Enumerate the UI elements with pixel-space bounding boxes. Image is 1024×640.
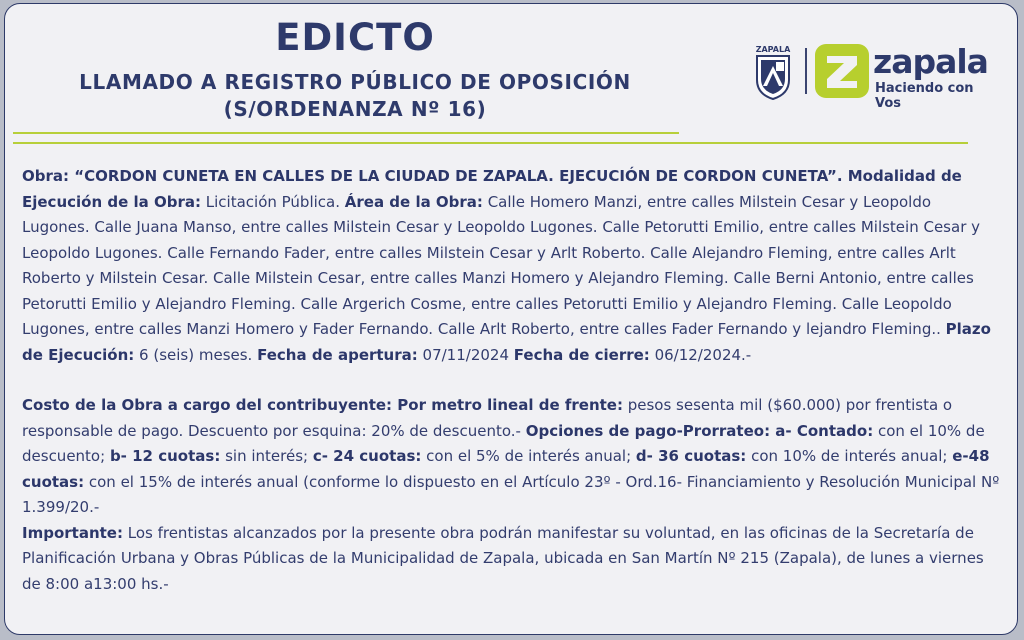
shield-text: ZAPALA — [755, 45, 791, 54]
cuotas-24-value: con el 5% de interés anual; — [421, 447, 636, 465]
costo-value: pesos sesenta mil ($60.000) por frentista o responsable de pago. Descuento por esquina: 20% de descuento.- — [22, 396, 953, 440]
page-subtitle-line1: LLAMADO A REGISTRO PÚBLICO DE OPOSICIÓN — [79, 70, 631, 94]
cuotas-12-value: sin interés; — [220, 447, 313, 465]
cierre-label: Fecha de cierre: — [513, 345, 650, 364]
importante-label: Importante: — [22, 523, 123, 542]
importante-value: Los frentistas alcanzados por la presente obra podrán manifestar su voluntad, en las oficinas de la Secretaría de Planificación Urbana y Obras Públicas de la Municipalidad de Zapala, ubicada en San Martín Nº 215 (Zapala), de lunes a viernes de 8:00 a13:00 hs.- — [22, 523, 984, 593]
edicto-body — [22, 164, 1000, 597]
logo-group — [749, 42, 999, 111]
divider-short — [13, 132, 679, 134]
edicto-card — [4, 3, 1018, 635]
area-label: Área de la Obra: — [344, 192, 483, 211]
modalidad-value: Licitación Pública. — [201, 192, 345, 211]
cuotas-24-label: c- 24 cuotas: — [312, 447, 422, 465]
contado-value: con el 10% de descuento; — [22, 421, 985, 465]
cuotas-48-value: con el 15% de interés anual (conforme lo dispuesto en el Artículo 23º - Ord.16- Financiamiento y Resolución Municipal Nº 1.399/20.- — [22, 472, 1000, 516]
cuotas-48-label: e-48 cuotas: — [22, 447, 990, 491]
plazo-label: Plazo de Ejecución: — [22, 320, 991, 364]
cuotas-36-label: d- 36 cuotas: — [635, 447, 747, 465]
opciones-label: Opciones de pago-Prorrateo: a- Contado: — [525, 421, 874, 440]
page-subtitle-line2: (S/ORDENANZA Nº 16) — [223, 97, 487, 121]
brand-name: zapala — [873, 42, 988, 81]
paragraph-costo — [22, 393, 1000, 521]
costo-label: Costo de la Obra a cargo del contribuyente: Por metro lineal de frente: — [22, 396, 623, 414]
apertura-label: Fecha de apertura: — [257, 345, 418, 364]
apertura-value: 07/11/2024 — [417, 345, 514, 364]
brand-tagline: Haciendo con Vos — [875, 81, 974, 111]
divider-long — [13, 142, 968, 144]
municipal-shield-icon — [753, 42, 793, 100]
zapala-z-icon — [815, 44, 869, 98]
plazo-value: 6 (seis) meses. — [134, 345, 258, 364]
page-title: EDICTO — [275, 16, 435, 59]
paragraph-obra — [22, 164, 1000, 368]
paragraph-gap — [22, 368, 1000, 393]
logo-separator — [805, 48, 807, 94]
obra-label: Obra: “CORDON CUNETA EN CALLES DE LA CIUDAD DE ZAPALA. EJECUCIÓN DE CORDON CUNETA”. Modalidad de Ejecución de la Obra: — [22, 167, 962, 211]
paragraph-importante — [22, 521, 1000, 598]
cierre-value: 06/12/2024.- — [649, 345, 752, 364]
cuotas-12-label: b- 12 cuotas: — [109, 447, 221, 465]
area-value: Calle Homero Manzi, entre calles Milstein Cesar y Leopoldo Lugones. Calle Juana Manso, entre calles Milstein Cesar y Leopoldo Lugones. Calle Petorutti Emilio, entre calles Milstein Cesar y Leopoldo Lugones. Calle Fernando Fader, entre calles Milstein Cesar y Arlt Roberto. Calle Alejandro Fleming, entre calles Arlt Roberto y Milstein Cesar. Calle Milstein Cesar, entre calles Manzi Homero y Alejandro Fleming. Calle Berni Antonio, entre calles Petorutti Emilio y Alejandro Fleming. Calle Argerich Cosme, entre calles Petorutti Emilio y Alejandro Fleming. Calle Leopoldo Lugones, entre calles Manzi Homero y Fader Fernando. Calle Arlt Roberto, entre calles Fader Fernando y lejandro Fleming.. — [22, 192, 981, 338]
cuotas-36-value: con 10% de interés anual; — [746, 447, 953, 465]
